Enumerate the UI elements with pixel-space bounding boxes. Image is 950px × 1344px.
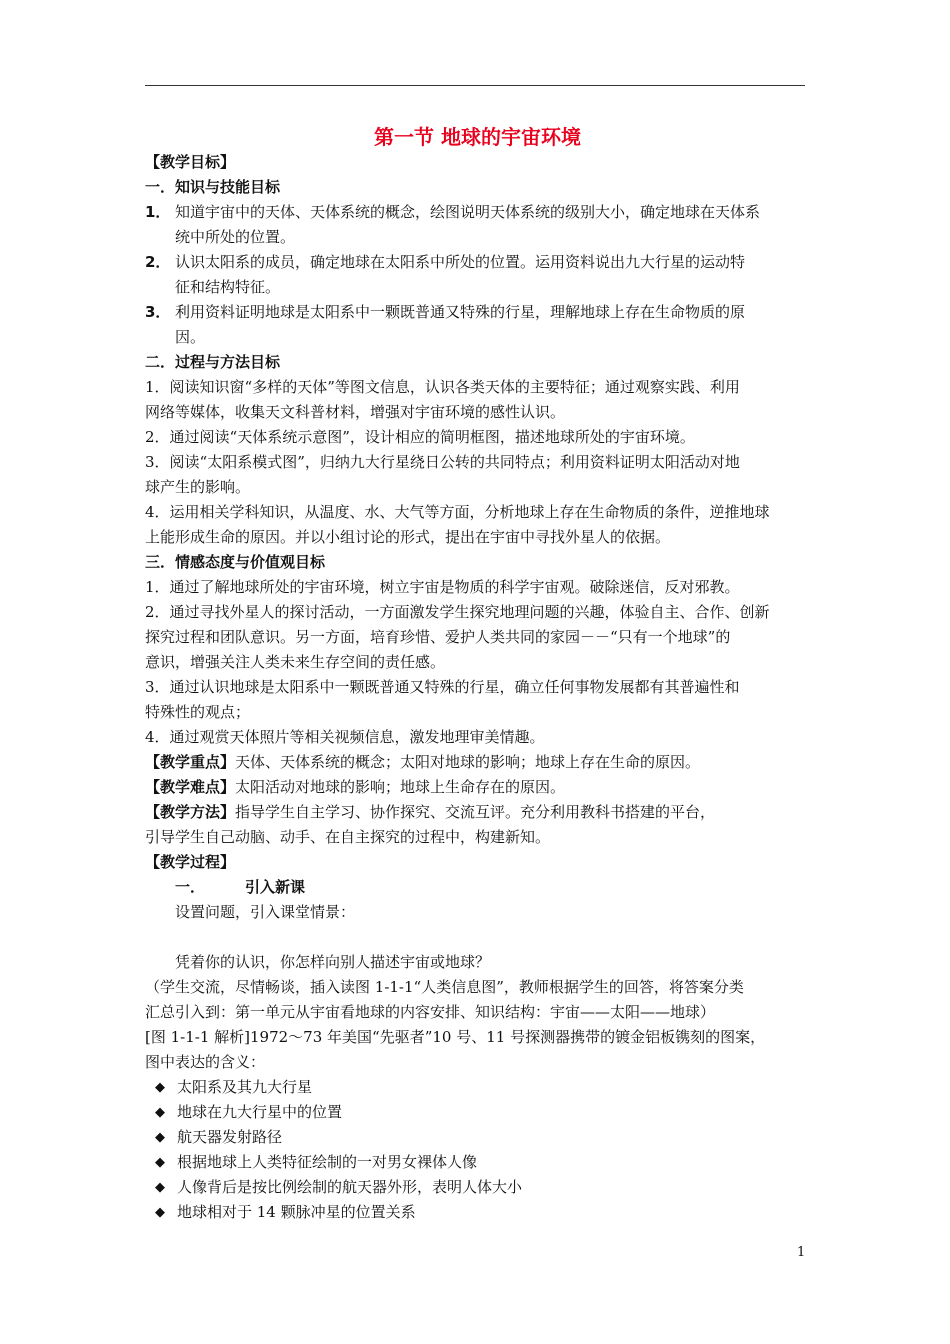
analysis-line-2: 图中表达的含义： bbox=[145, 1053, 266, 1071]
bullet-text: 地球相对于 14 颗脉冲星的位置关系 bbox=[177, 1203, 416, 1221]
teaching-method-label: 【教学方法】 bbox=[145, 803, 236, 821]
s3-item-2-line-1: 2．通过寻找外星人的探讨活动，一方面激发学生探究地理问题的兴趣，体验自主、合作、创新 bbox=[145, 603, 770, 621]
header-rule bbox=[145, 85, 805, 86]
s2-item-4-line-2: 上能形成生命的原因。并以小组讨论的形式，提出在宇宙中寻找外星人的依据。 bbox=[145, 528, 671, 546]
note-line-1: （学生交流，尽情畅谈，插入读图 1-1-1“人类信息图”，教师根据学生的回答，将答案分类 bbox=[145, 978, 744, 996]
difficulties-label: 【教学难点】 bbox=[145, 778, 236, 796]
s1-item-1-line-2: 统中所处的位置。 bbox=[175, 228, 296, 246]
diamond-bullet-icon: ◆ bbox=[155, 1080, 165, 1095]
key-points-label: 【教学重点】 bbox=[145, 753, 236, 771]
s3-item-2-line-2: 探究过程和团队意识。另一方面，培育珍惜、爱护人类共同的家园－－“只有一个地球”的 bbox=[145, 628, 731, 646]
s3-item-3-line-2: 特殊性的观点； bbox=[145, 703, 251, 721]
section-3-heading: 三．情感态度与价值观目标 bbox=[145, 553, 326, 571]
s1-item-1-line-1: 知道宇宙中的天体、天体系统的概念，绘图说明天体系统的级别大小，确定地球在天体系 bbox=[175, 203, 761, 221]
bullet-text: 航天器发射路径 bbox=[177, 1128, 283, 1146]
bullet-item bbox=[145, 1100, 810, 1125]
s1-item-1-num: 1． bbox=[145, 203, 171, 221]
section-2-heading: 二．过程与方法目标 bbox=[145, 353, 281, 371]
step-1-num: 一． bbox=[175, 878, 206, 896]
bullet-text: 根据地球上人类特征绘制的一对男女裸体人像 bbox=[177, 1153, 478, 1171]
s3-item-3-line-1: 3．通过认识地球是太阳系中一颗既普通又特殊的行星，确立任何事物发展都有其普遍性和 bbox=[145, 678, 740, 696]
s3-item-1: 1．通过了解地球所处的宇宙环境，树立宇宙是物质的科学宇宙观。破除迷信，反对邪教。 bbox=[145, 578, 740, 596]
process-heading: 【教学过程】 bbox=[145, 853, 236, 871]
analysis-line-1: [图 1-1-1 解析]1972～73 年美国“先驱者”10 号、11 号探测器携带的镀金铝板镌刻的图案， bbox=[145, 1028, 766, 1046]
s2-item-3-line-1: 3．阅读“太阳系模式图”，归纳九大行星绕日公转的共同特点；利用资料证明太阳活动对地 bbox=[145, 453, 740, 471]
step-1-label: 引入新课 bbox=[245, 878, 306, 896]
s1-item-2 bbox=[145, 250, 810, 300]
s1-item-3-num: 3． bbox=[145, 303, 171, 321]
intro-text: 设置问题，引入课堂情景： bbox=[175, 903, 356, 921]
teaching-method-line-2: 引导学生自己动脑、动手、在自主探究的过程中，构建新知。 bbox=[145, 828, 551, 846]
bullet-item bbox=[145, 1075, 810, 1100]
document-body bbox=[145, 122, 810, 1225]
page-number: 1 bbox=[797, 1245, 806, 1260]
bullet-item bbox=[145, 1125, 810, 1150]
s1-item-1 bbox=[145, 200, 810, 250]
s1-item-3-line-1: 利用资料证明地球是太阳系中一颗既普通又特殊的行星，理解地球上存在生命物质的原 bbox=[175, 303, 746, 321]
section-1-heading: 一．知识与技能目标 bbox=[145, 178, 281, 196]
s1-item-3 bbox=[145, 300, 810, 350]
bullet-text: 地球在九大行星中的位置 bbox=[177, 1103, 343, 1121]
s1-item-2-line-1: 认识太阳系的成员，确定地球在太阳系中所处的位置。运用资料说出九大行星的运动特 bbox=[175, 253, 746, 271]
diamond-bullet-icon: ◆ bbox=[155, 1105, 165, 1120]
teaching-method-text: 指导学生自主学习、协作探究、交流互评。充分利用教科书搭建的平台， bbox=[235, 803, 716, 821]
s2-item-4-line-1: 4．运用相关学科知识，从温度、水、大气等方面，分析地球上存在生命物质的条件，逆推地球 bbox=[145, 503, 770, 521]
bullet-item bbox=[145, 1175, 810, 1200]
s1-item-3-line-2: 因。 bbox=[175, 328, 206, 346]
s3-item-2-line-3: 意识，增强关注人类未来生存空间的责任感。 bbox=[145, 653, 446, 671]
note-line-2: 汇总引入到：第一单元从宇宙看地球的内容安排、知识结构：宇宙——太阳——地球） bbox=[145, 1003, 716, 1021]
diamond-bullet-icon: ◆ bbox=[155, 1155, 165, 1170]
s2-item-1-line-2: 网络等媒体，收集天文科普材料，增强对宇宙环境的感性认识。 bbox=[145, 403, 566, 421]
bullet-item bbox=[145, 1200, 810, 1225]
blank-line bbox=[145, 925, 810, 950]
diamond-bullet-icon: ◆ bbox=[155, 1205, 165, 1220]
difficulties-text: 太阳活动对地球的影响；地球上生命存在的原因。 bbox=[235, 778, 566, 796]
s2-item-3-line-2: 球产生的影响。 bbox=[145, 478, 251, 496]
s2-item-2-line-1: 2．通过阅读“天体系统示意图”，设计相应的简明框图，描述地球所处的宇宙环境。 bbox=[145, 428, 695, 446]
bullet-text: 太阳系及其九大行星 bbox=[177, 1078, 313, 1096]
diamond-bullet-icon: ◆ bbox=[155, 1130, 165, 1145]
teaching-method bbox=[145, 800, 810, 825]
bullet-text: 人像背后是按比例绘制的航天器外形，表明人体大小 bbox=[177, 1178, 523, 1196]
objectives-heading: 【教学目标】 bbox=[145, 153, 236, 171]
page-title: 第一节 地球的宇宙环境 bbox=[374, 125, 581, 149]
step-1-heading bbox=[145, 875, 810, 900]
difficulties bbox=[145, 775, 810, 800]
bullet-item bbox=[145, 1150, 810, 1175]
question-text: 凭着你的认识，你怎样向别人描述宇宙或地球？ bbox=[175, 953, 491, 971]
s2-item-1-line-1: 1．阅读知识窗“多样的天体”等图文信息，认识各类天体的主要特征；通过观察实践、利用 bbox=[145, 378, 740, 396]
diamond-bullet-icon: ◆ bbox=[155, 1180, 165, 1195]
s1-item-2-num: 2． bbox=[145, 253, 171, 271]
key-points-text: 天体、天体系统的概念；太阳对地球的影响；地球上存在生命的原因。 bbox=[235, 753, 701, 771]
s1-item-2-line-2: 征和结构特征。 bbox=[175, 278, 281, 296]
key-points bbox=[145, 750, 810, 775]
s3-item-4: 4．通过观赏天体照片等相关视频信息，激发地理审美情趣。 bbox=[145, 728, 545, 746]
